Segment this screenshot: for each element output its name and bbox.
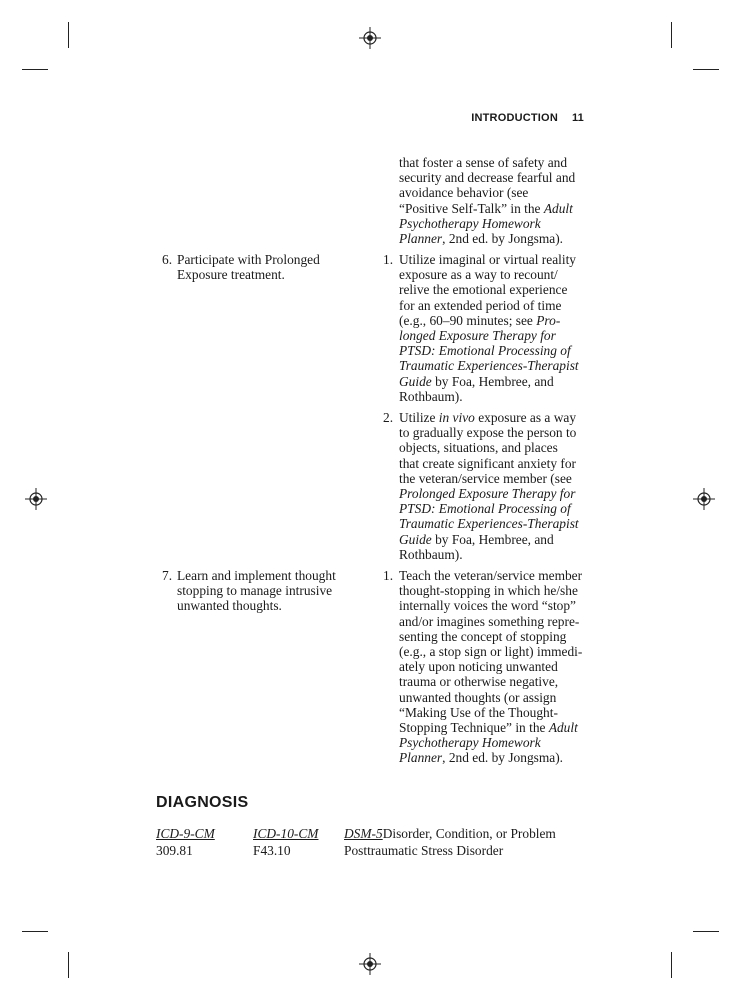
text-run: Stopping Technique” in the xyxy=(399,720,549,736)
text-line: that foster a sense of safety and xyxy=(399,155,568,170)
header-icd10-text: ICD-10-CM xyxy=(253,826,319,841)
running-head xyxy=(471,112,584,124)
text-line xyxy=(399,516,591,531)
text-line: unwanted thoughts (or assign xyxy=(399,689,557,705)
book-title-run: Planner xyxy=(399,750,443,766)
crop-mark-top-left xyxy=(68,22,69,48)
intervention-number: 2. xyxy=(383,410,394,425)
text-line xyxy=(399,374,591,389)
text-line: for an extended period of time xyxy=(399,297,562,313)
text-line xyxy=(399,201,591,216)
header-dsm5-abbrev: DSM-5 xyxy=(344,826,383,841)
header-icd9-text: ICD-9-CM xyxy=(156,826,215,841)
book-title-run: longed Exposure Therapy for xyxy=(399,328,556,344)
text-line: Rothbaum). xyxy=(399,546,463,562)
text-line: Utilize imaginal or virtual reality xyxy=(399,252,576,267)
crop-mark-bottom-left xyxy=(68,952,69,978)
text-line xyxy=(399,343,591,358)
objective-6 xyxy=(162,252,362,282)
text-line xyxy=(399,486,591,501)
book-title-run: Traumatic Experiences-Therapist xyxy=(399,516,579,532)
text-run: exposure as a way xyxy=(474,410,577,425)
text-run: , 2nd ed. by Jongsma). xyxy=(442,231,564,247)
text-line: objects, situations, and places xyxy=(399,440,558,456)
text-line xyxy=(399,216,591,231)
book-title-run: Adult xyxy=(548,720,578,736)
book-title-run: Prolonged Exposure Therapy for xyxy=(399,486,576,502)
text-line: Rothbaum). xyxy=(399,388,463,404)
text-line xyxy=(399,313,591,328)
running-head-title: INTRODUCTION xyxy=(471,112,558,124)
diagnosis-icd9-code: 309.81 xyxy=(156,843,193,858)
crop-mark-bottom-right xyxy=(671,952,672,978)
text-line: security and decrease fearful and xyxy=(399,170,576,186)
objective-7 xyxy=(162,568,362,614)
text-line: to gradually expose the person to xyxy=(399,425,577,441)
text-line: internally voices the word “stop” xyxy=(399,598,577,614)
objective-number: 7. xyxy=(162,568,173,583)
registration-mark-icon xyxy=(359,27,381,49)
book-title-run: Pro- xyxy=(536,312,561,328)
registration-mark-icon xyxy=(693,488,715,510)
book-title-run: Planner xyxy=(399,231,443,247)
text-line: that create significant anxiety for xyxy=(399,455,576,471)
continued-intervention xyxy=(399,155,591,246)
text-line xyxy=(399,231,591,246)
book-title-run: Psychotherapy Homework xyxy=(399,735,541,751)
text-line: senting the concept of stopping xyxy=(399,628,567,644)
text-line: and/or imagines something repre- xyxy=(399,613,580,629)
text-line: “Making Use of the Thought- xyxy=(399,704,558,720)
page-number: 11 xyxy=(571,112,584,124)
header-dsm5 xyxy=(344,826,556,842)
text-line xyxy=(399,410,591,425)
text-line xyxy=(399,750,591,765)
objective-number: 6. xyxy=(162,252,173,267)
text-line: Teach the veteran/service member xyxy=(399,568,583,583)
text-run: , 2nd ed. by Jongsma). xyxy=(442,750,564,766)
book-title-run: Adult xyxy=(543,200,573,216)
text-line: trauma or otherwise negative, xyxy=(399,674,559,690)
text-line: exposure as a way to recount/ xyxy=(399,267,558,283)
text-line: relive the emotional experience xyxy=(399,282,568,298)
text-line xyxy=(399,532,591,547)
intervention-number: 1. xyxy=(383,568,394,583)
crop-mark-left-bottom xyxy=(22,931,48,932)
crop-mark-top-right xyxy=(671,22,672,48)
text-line: Exposure treatment. xyxy=(177,267,285,283)
section-title-diagnosis: DIAGNOSIS xyxy=(156,794,249,811)
header-icd10 xyxy=(253,826,318,842)
text-line xyxy=(399,328,591,343)
book-title-run: PTSD: Emotional Processing of xyxy=(399,501,571,517)
objective-6-intervention-2 xyxy=(383,410,591,562)
crop-mark-right-bottom xyxy=(693,931,719,932)
text-line xyxy=(399,358,591,373)
text-line: (e.g., a stop sign or light) immedi- xyxy=(399,644,583,660)
text-run: by Foa, Hembree, and xyxy=(431,373,554,389)
diagnosis-icd10-code: F43.10 xyxy=(253,843,291,858)
book-title-run: Traumatic Experiences-Therapist xyxy=(399,358,579,374)
book-title-run: Guide xyxy=(399,373,432,389)
text-line: ately upon noticing unwanted xyxy=(399,659,558,675)
header-icd9 xyxy=(156,826,215,842)
text-line: Participate with Prolonged xyxy=(177,252,320,267)
text-line xyxy=(399,501,591,516)
text-line: Learn and implement thought xyxy=(177,568,336,583)
header-dsm5-text: Disorder, Condition, or Problem xyxy=(382,826,556,841)
text-run: (e.g., 60–90 minutes; see xyxy=(399,312,537,328)
text-line: the veteran/service member (see xyxy=(399,470,572,486)
text-line xyxy=(399,735,591,750)
book-title-run: PTSD: Emotional Processing of xyxy=(399,343,571,359)
text-line: thought-stopping in which he/she xyxy=(399,583,578,599)
intervention-number: 1. xyxy=(383,252,394,267)
objective-7-intervention-1 xyxy=(383,568,591,766)
registration-mark-icon xyxy=(25,488,47,510)
registration-mark-icon xyxy=(359,953,381,975)
objective-6-intervention-1 xyxy=(383,252,591,404)
text-line: unwanted thoughts. xyxy=(177,598,282,614)
diagnosis-label: Posttraumatic Stress Disorder xyxy=(344,843,504,858)
crop-mark-right-top xyxy=(693,69,719,70)
text-line: avoidance behavior (see xyxy=(399,185,529,201)
book-title-run: Guide xyxy=(399,531,432,547)
text-run: by Foa, Hembree, and xyxy=(431,531,554,547)
italic-run: in vivo xyxy=(438,410,475,425)
text-run: Utilize xyxy=(399,410,439,425)
crop-mark-left-top xyxy=(22,69,48,70)
text-run: “Positive Self-Talk” in the xyxy=(399,200,544,216)
text-line: stopping to manage intrusive xyxy=(177,583,333,599)
book-title-run: Psychotherapy Homework xyxy=(399,215,541,231)
text-line xyxy=(399,720,591,735)
